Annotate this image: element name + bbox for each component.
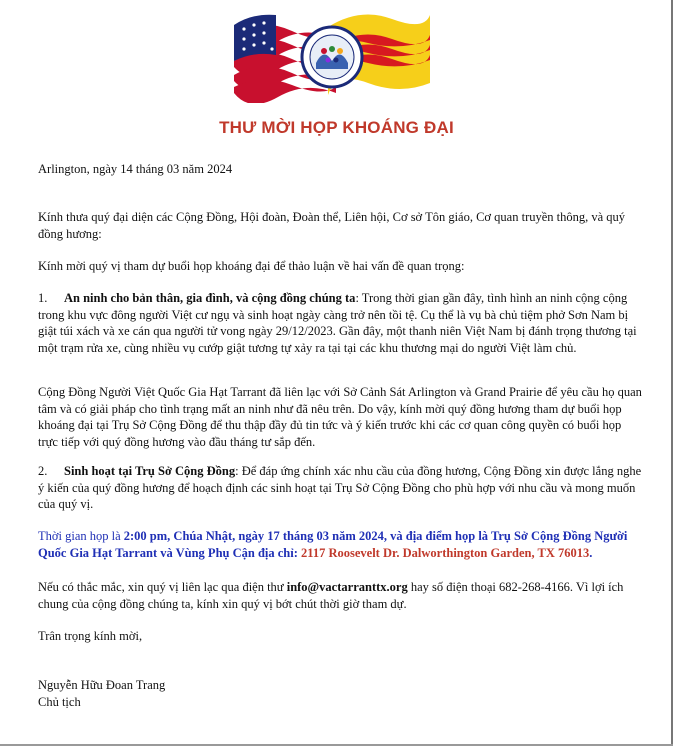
closing-line: Trân trọng kính mời, bbox=[38, 629, 143, 643]
meeting-text-3: : bbox=[293, 545, 302, 560]
date-line: Arlington, ngày 14 tháng 03 năm 2024 bbox=[38, 162, 233, 176]
meeting-details-paragraph bbox=[38, 528, 642, 561]
meeting-text-4: . bbox=[589, 545, 593, 560]
item-2-paragraph bbox=[38, 463, 642, 513]
contact-text-1: Nếu có thắc mắc, xin quý vị liên lạc qua điện thư bbox=[38, 580, 287, 594]
item-1-text: : Trong thời gian gần đây, tình hình an ninh cộng cộng trong khu vực đông người Việt cư ngụ và sinh hoạt ngày càng trở nên tồi tệ. Cụ thể là vụ bà chủ tiệm phở Sơn Nam bị giật túi xách và xe cán qua người tử vong ngày 29/12/2023. Gần đây, một thanh niên Việt Nam bị đánh trọng thương tại một trạm rửa xe, cùng nhiều vụ cướp giật tương tự xảy ra tại tại các khu thương mại do người Việt làm chủ. bbox=[38, 291, 637, 355]
contact-email-link[interactable]: info@vactarranttx.org bbox=[286, 580, 408, 594]
item-1-number: 1. bbox=[38, 291, 48, 305]
item-2-text: : Để đáp ứng chính xác nhu cầu của đồng hương, Cộng Đồng xin được lắng nghe ý kiến của quý đồng hương để hoạch định các sinh hoạt tại Trụ Sở Cộng Đồng cho phù hợp với nhu cầu và mong muốn của quý vị. bbox=[38, 464, 642, 511]
item-2-heading: Sinh hoạt tại Trụ Sở Cộng Đồng bbox=[64, 464, 236, 478]
signer-name: Nguyễn Hữu Đoan Trang bbox=[38, 678, 166, 692]
signer-title: Chủ tịch bbox=[38, 695, 81, 709]
contact-paragraph bbox=[38, 579, 642, 612]
meeting-time: 2:00 pm, Chúa Nhật, ngày 17 tháng 03 năm 2024 bbox=[123, 529, 384, 543]
emblem-circle-icon bbox=[302, 27, 362, 87]
greeting-paragraph: Kính thưa quý đại diện các Cộng Đồng, Hội đoàn, Đoàn thể, Liên hội, Cơ sở Tôn giáo, Cơ quan truyền thông, và quý đồng hương: bbox=[38, 210, 626, 241]
meeting-text-1: Thời gian họp là bbox=[38, 529, 124, 543]
police-contact-paragraph: Cộng Đồng Người Việt Quốc Gia Hạt Tarrant đã liên lạc với Sở Cảnh Sát Arlington và Grand Prairie để yêu cầu họ quan tâm và có giải pháp cho tình trạng mất an ninh như đã nêu trên. Do vậy, kính mời quý đồng hương tham dự buổi họp khoáng đại tại Trụ Sở Cộng Đồng để thu thập đầy đủ tin tức và ý kiến trước khi các cơ quan công quyền có buổi họp trực tiếp với quý đồng hương vào đầu tháng tư sắp đến. bbox=[38, 385, 642, 449]
contact-text-2: hay số điện thoại 682-268-4166. Vì lợi ích chung của cộng đồng chúng ta, kính xin quý vị bớt chút thời giờ tham dự. bbox=[38, 580, 624, 611]
item-1-heading: An ninh cho bản thân, gia đình, và cộng đồng chúng ta bbox=[64, 291, 356, 305]
item-1-paragraph bbox=[38, 290, 642, 356]
meeting-text-2: , và địa điểm họp là bbox=[383, 529, 491, 543]
meeting-place: Trụ Sở Cộng Đồng Người Quốc Gia Hạt Tarrant và Vùng Phụ Cận địa chỉ bbox=[38, 529, 628, 560]
letter-title: THƯ MỜI HỌP KHOÁNG ĐẠI bbox=[219, 118, 454, 137]
community-logo-icon bbox=[232, 3, 432, 103]
item-2-number: 2. bbox=[38, 464, 48, 478]
meeting-address: 2117 Roosevelt Dr. Dalworthington Garden, TX 76013 bbox=[301, 545, 590, 560]
invite-intro: Kính mời quý vị tham dự buổi họp khoáng đại để thảo luận về hai vấn đề quan trọng: bbox=[38, 259, 465, 273]
